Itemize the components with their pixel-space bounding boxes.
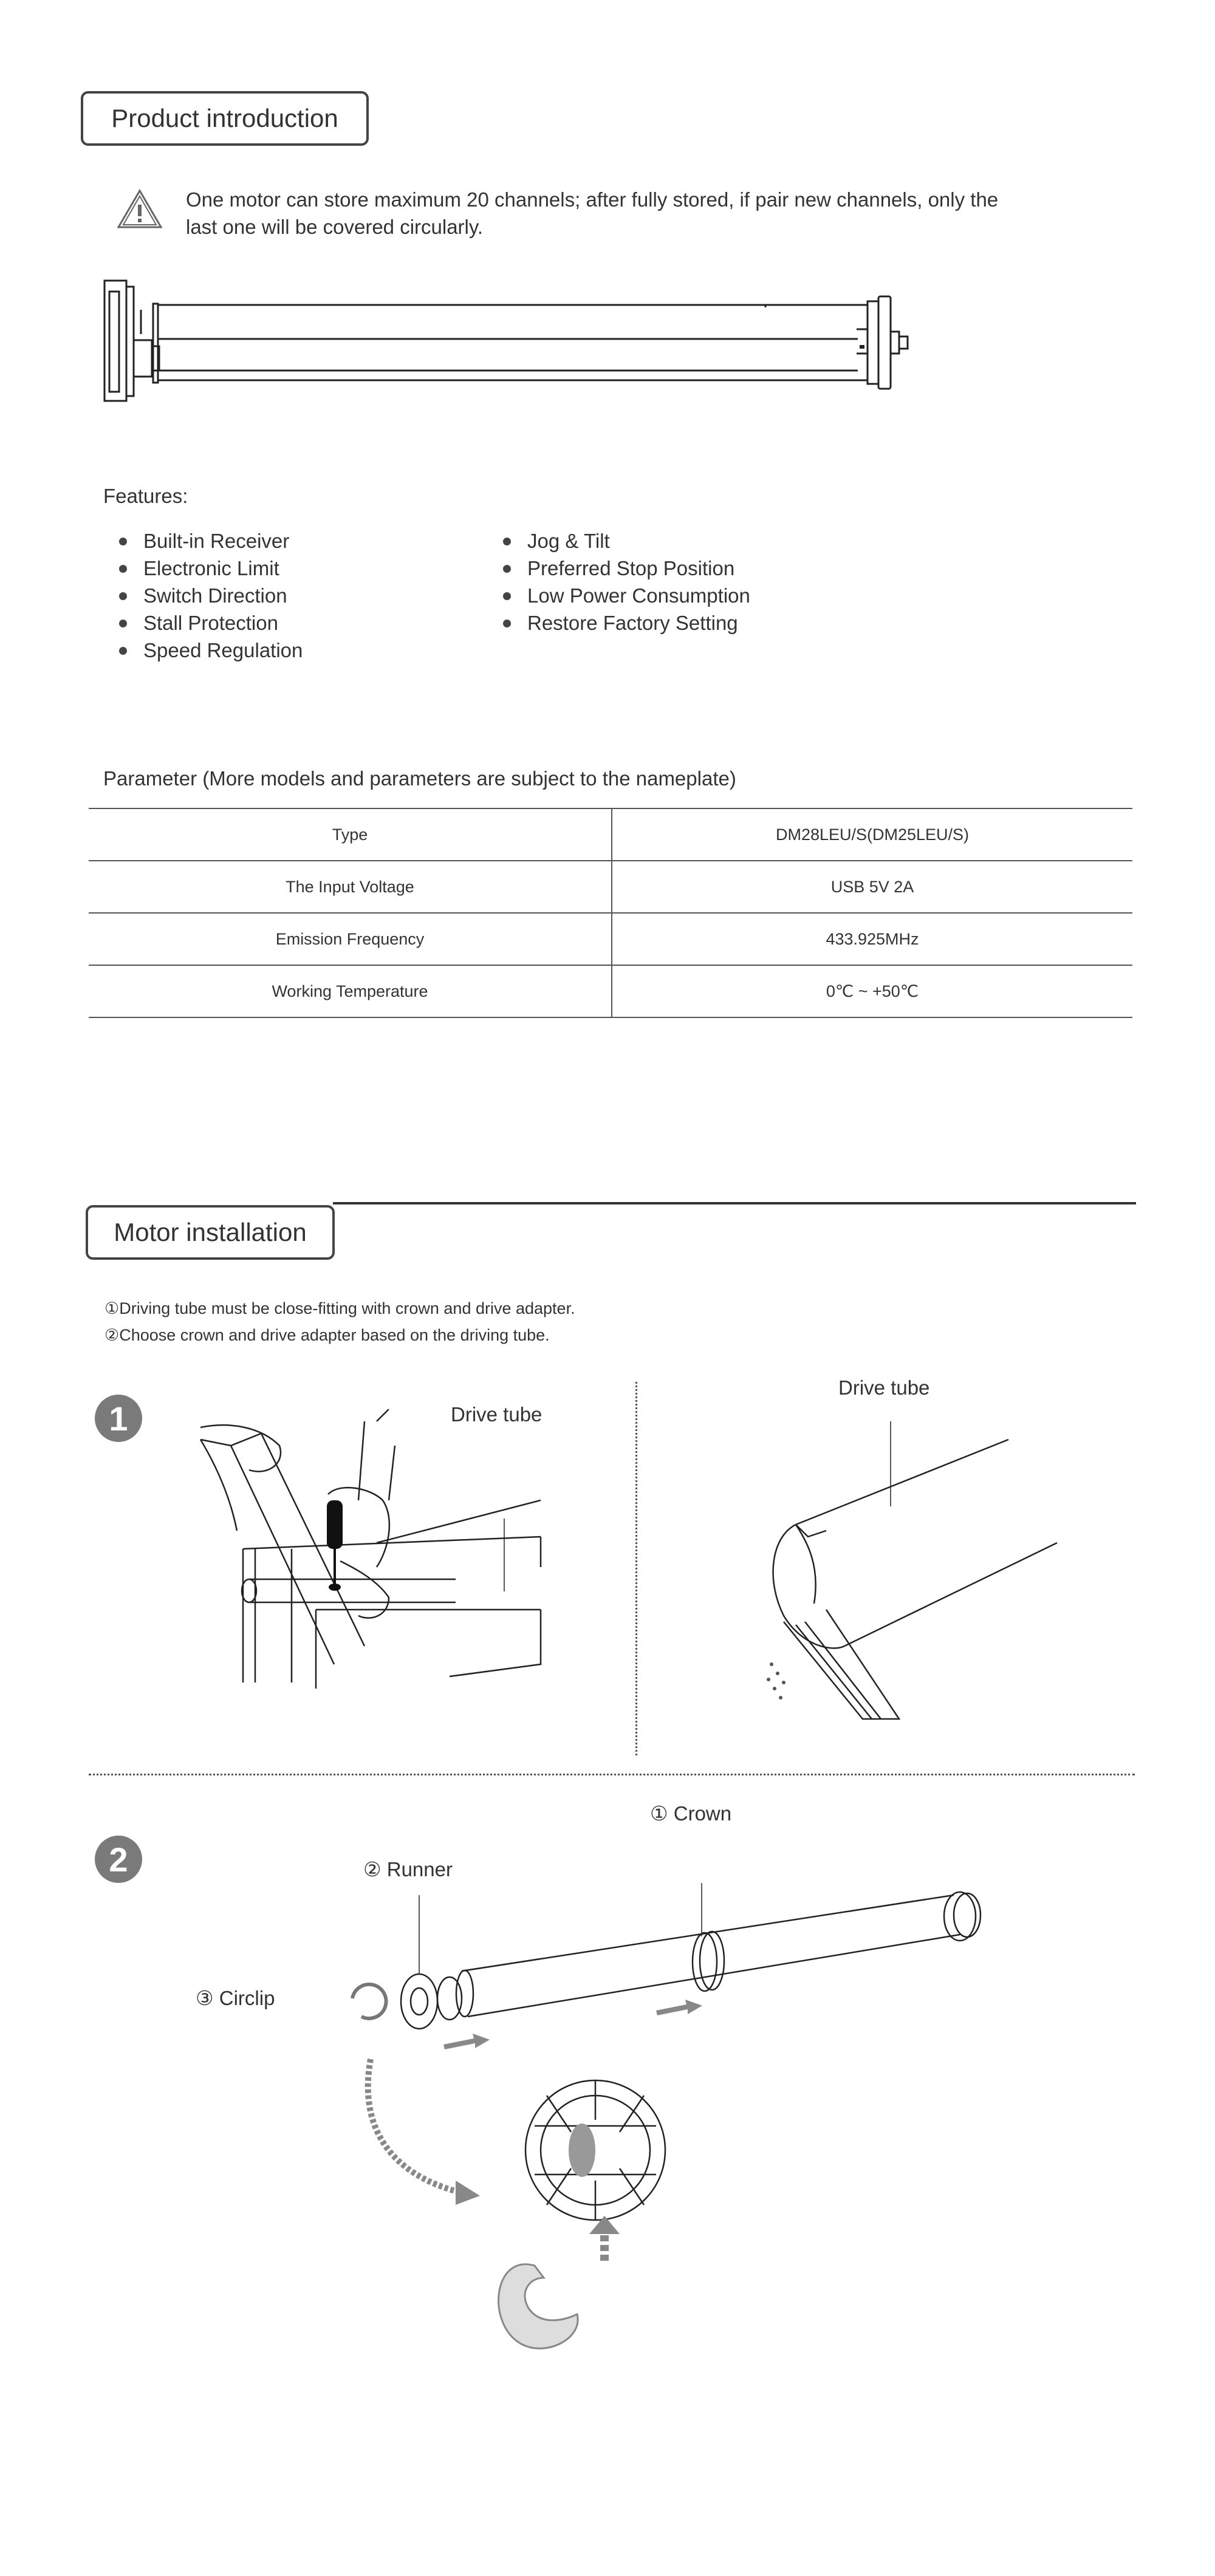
- list-item: Restore Factory Setting: [486, 609, 750, 637]
- list-item: Low Power Consumption: [486, 582, 750, 609]
- step-divider: [89, 1774, 1135, 1775]
- warning-triangle-icon: [117, 188, 163, 230]
- motor-tube-assembly-illustration: [340, 1859, 1008, 2065]
- table-row: [89, 861, 1132, 913]
- param-name: Working Temperature: [89, 965, 612, 1017]
- table-row: [89, 808, 1132, 861]
- circlip-label: ③ Circlip: [196, 1987, 275, 2009]
- param-name: Type: [89, 808, 612, 861]
- note-2: ②Choose crown and drive adapter based on the driving tube.: [104, 1326, 550, 1344]
- channel-warning-text: [186, 186, 1073, 241]
- table-row: [89, 965, 1132, 1017]
- sawing-drive-tube-illustration: [194, 1409, 559, 1695]
- param-value: USB 5V 2A: [612, 861, 1132, 913]
- warning-line-2: last one will be covered circularly.: [186, 216, 484, 238]
- param-name: Emission Frequency: [89, 913, 612, 965]
- param-value: DM28LEU/S(DM25LEU/S): [612, 808, 1132, 861]
- list-item: Switch Direction: [102, 582, 303, 609]
- warning-line-1: One motor can store maximum 20 channels; after fully stored, if pair new channels, only the: [186, 188, 999, 211]
- circlip-detail-illustration: [340, 2053, 729, 2393]
- note-1: ①Driving tube must be close-fitting with crown and drive adapter.: [104, 1299, 575, 1317]
- step-1-badge: 1: [95, 1395, 142, 1442]
- list-item: Preferred Stop Position: [486, 555, 750, 582]
- tubular-motor-illustration: [97, 273, 923, 413]
- list-item: Electronic Limit: [102, 555, 303, 582]
- param-name: The Input Voltage: [89, 861, 612, 913]
- features-list-left: [102, 527, 303, 664]
- step-2-badge: 2: [95, 1836, 142, 1883]
- runner-label: ② Runner: [363, 1858, 453, 1881]
- drive-tube-label-right: Drive tube: [838, 1376, 930, 1399]
- list-item: Built-in Receiver: [102, 527, 303, 555]
- list-item: Jog & Tilt: [486, 527, 750, 555]
- filing-drive-tube-illustration: [747, 1421, 1087, 1737]
- crown-label: ① Crown: [650, 1802, 732, 1825]
- param-value: 433.925MHz: [612, 913, 1132, 965]
- product-introduction-title: Product introduction: [81, 91, 369, 146]
- drive-tube-label-left: Drive tube: [451, 1403, 542, 1426]
- parameter-table: [89, 808, 1132, 1018]
- param-value: 0℃ ~ +50℃: [612, 965, 1132, 1017]
- list-item: Speed Regulation: [102, 637, 303, 664]
- features-list-right: [486, 527, 750, 637]
- installation-notes: [104, 1295, 575, 1348]
- parameter-title: Parameter (More models and parameters are subject to the nameplate): [103, 767, 736, 790]
- motor-installation-title: Motor installation: [86, 1205, 335, 1260]
- step-1-vertical-divider: [635, 1382, 637, 1755]
- section-divider: [333, 1202, 1136, 1204]
- table-row: [89, 913, 1132, 965]
- list-item: Stall Protection: [102, 609, 303, 637]
- features-label: Features:: [103, 485, 188, 507]
